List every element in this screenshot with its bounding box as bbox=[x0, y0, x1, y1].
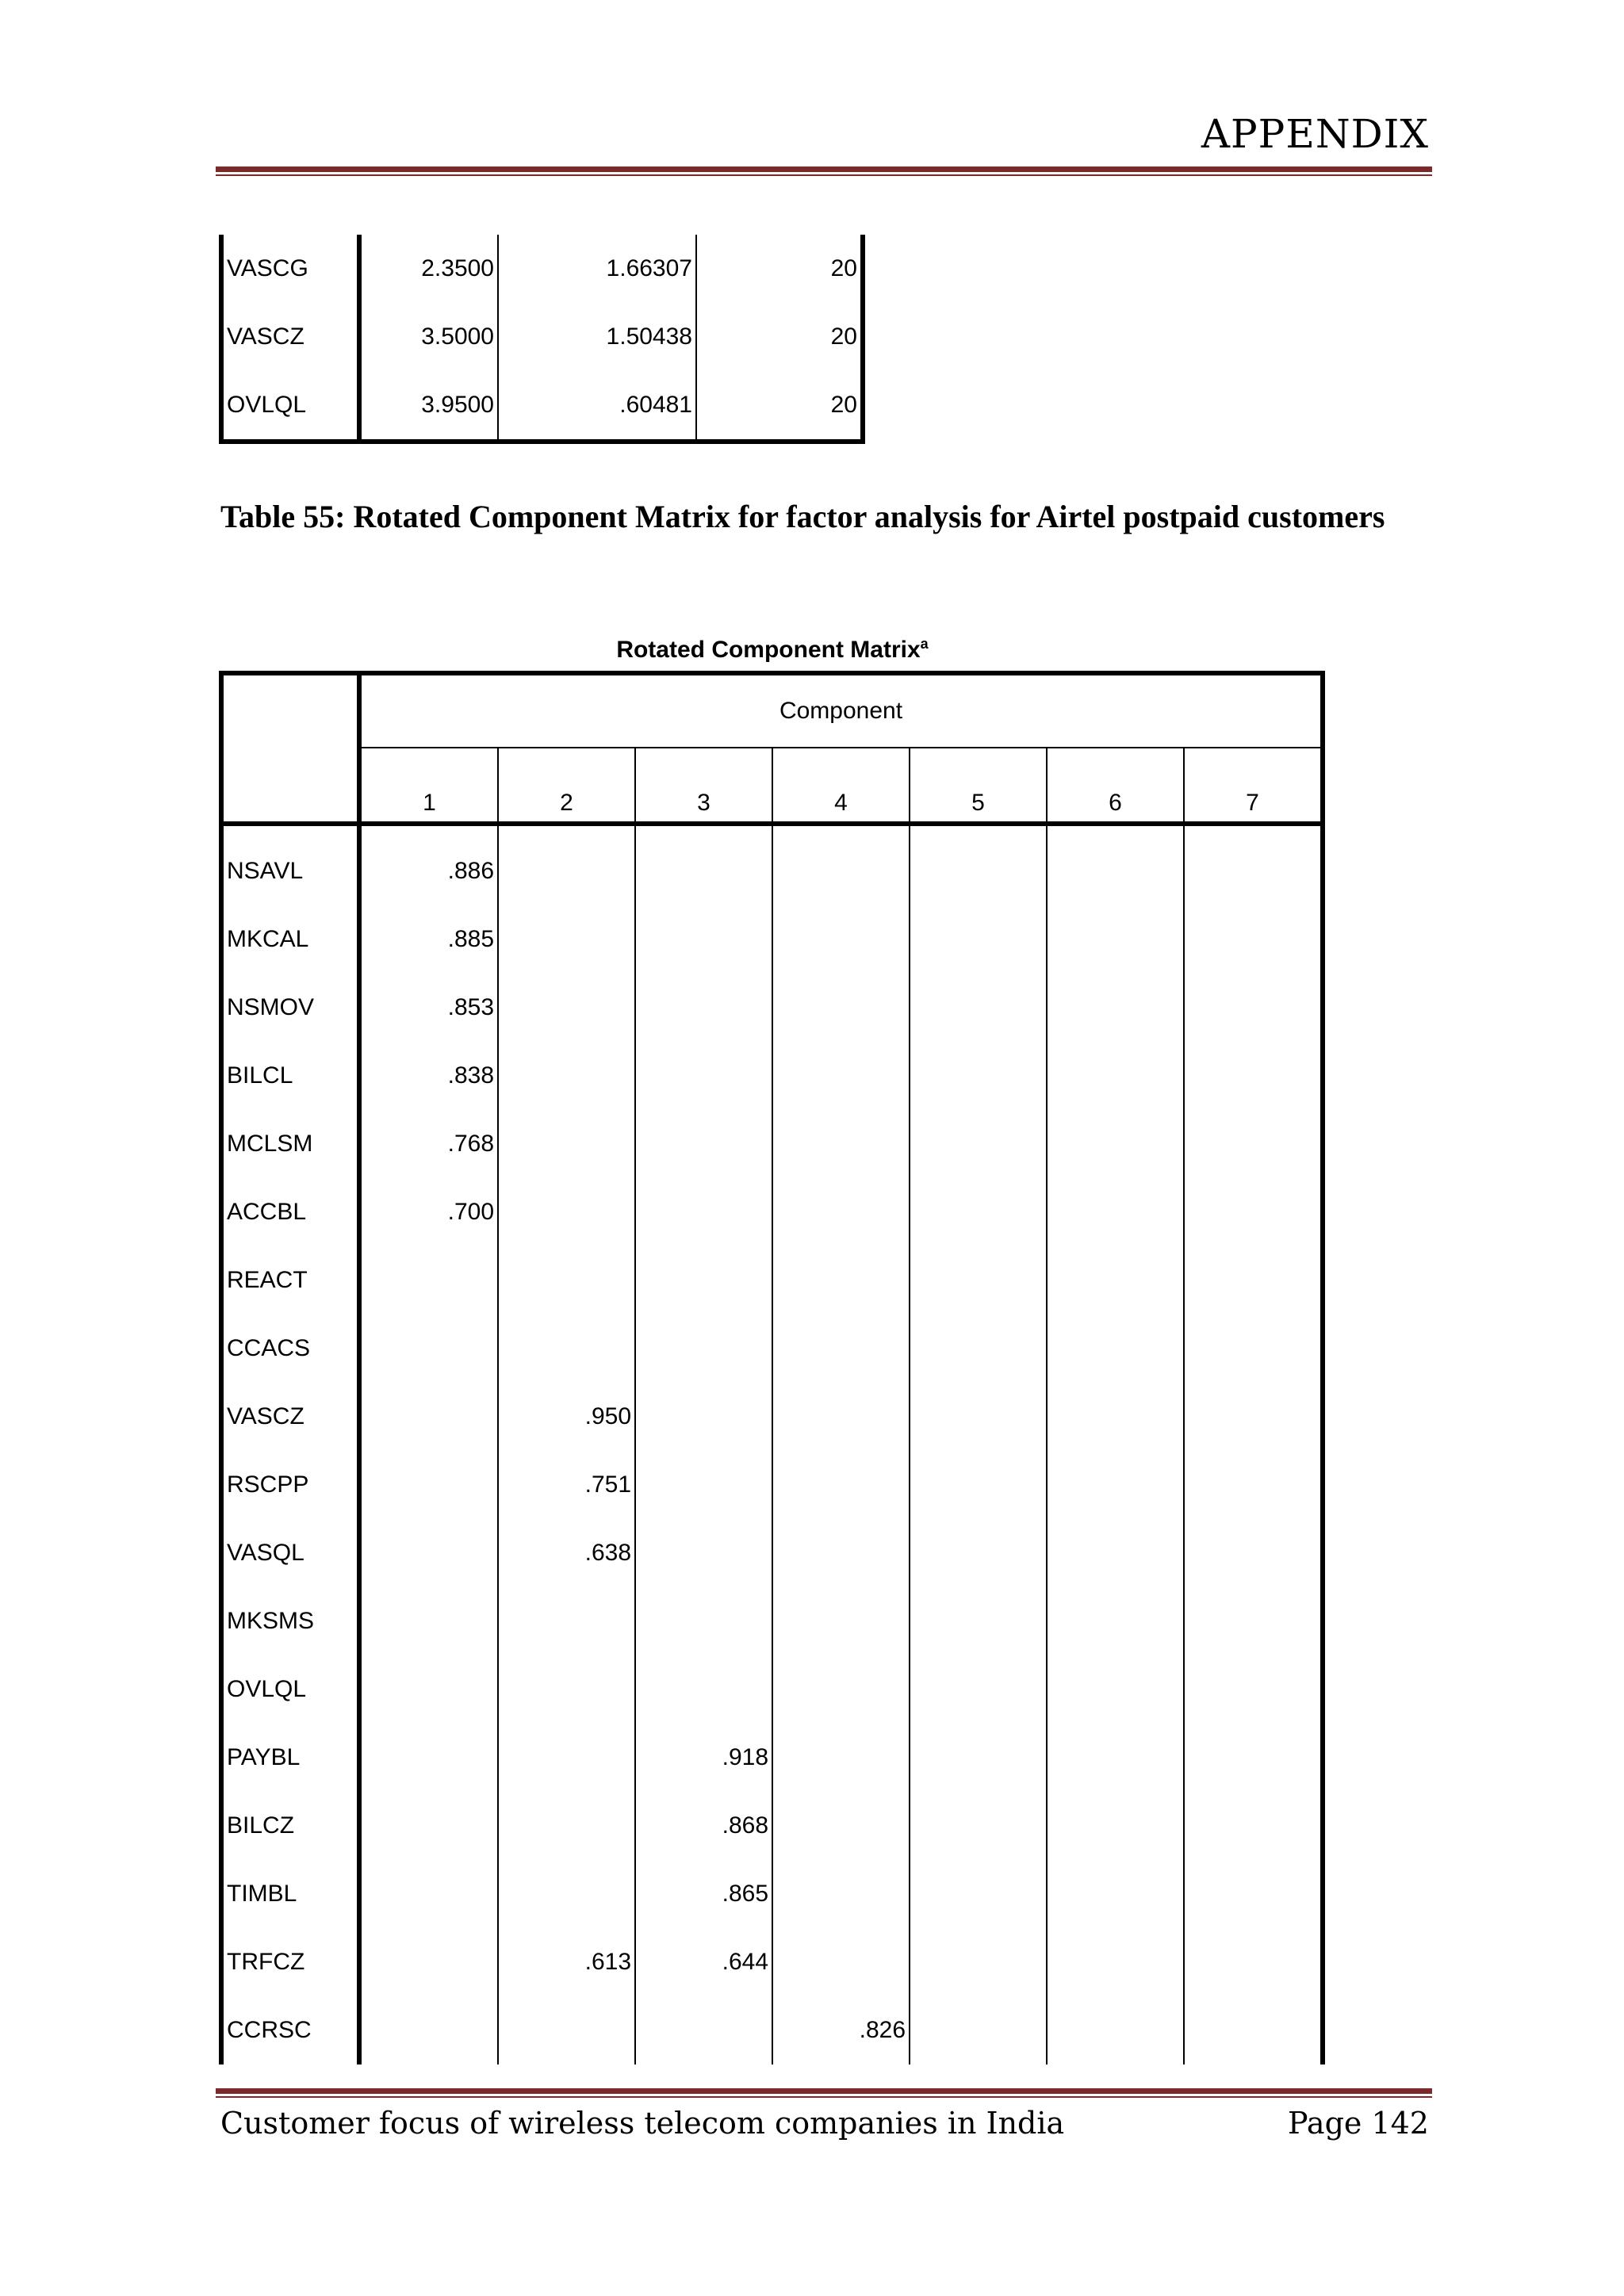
loading-cell bbox=[910, 905, 1047, 974]
loading-cell bbox=[910, 1451, 1047, 1519]
loading-cell bbox=[772, 1314, 910, 1383]
loading-cell bbox=[1184, 1042, 1323, 1110]
loading-cell bbox=[635, 1655, 772, 1724]
loading-cell bbox=[359, 1724, 498, 1792]
loading-cell bbox=[772, 974, 910, 1042]
loading-cell bbox=[359, 1519, 498, 1587]
loading-cell bbox=[359, 1928, 498, 1996]
component-column-header: 7 bbox=[1184, 748, 1323, 824]
loading-cell bbox=[498, 905, 635, 974]
loading-cell bbox=[1184, 1724, 1323, 1792]
loading-cell bbox=[498, 1996, 635, 2064]
loading-cell bbox=[1047, 1451, 1184, 1519]
loading-cell: .751 bbox=[498, 1451, 635, 1519]
loading-cell bbox=[1047, 1178, 1184, 1246]
row-label: CCACS bbox=[221, 1314, 359, 1383]
loading-cell bbox=[1184, 1792, 1323, 1860]
loading-cell bbox=[1047, 1110, 1184, 1178]
loading-cell bbox=[772, 1383, 910, 1451]
loading-cell bbox=[1047, 1246, 1184, 1314]
matrix-title-footnote-marker: a bbox=[920, 636, 929, 652]
loading-cell bbox=[635, 974, 772, 1042]
loading-cell bbox=[772, 1451, 910, 1519]
loading-cell bbox=[772, 1519, 910, 1587]
footer-document-title: Customer focus of wireless telecom companies in India bbox=[220, 2106, 1065, 2141]
loading-cell bbox=[498, 1042, 635, 1110]
loading-cell bbox=[635, 1246, 772, 1314]
loading-cell bbox=[1047, 1792, 1184, 1860]
table-row bbox=[221, 1792, 1323, 1860]
loading-cell bbox=[772, 1792, 910, 1860]
table-row bbox=[221, 824, 1323, 905]
row-label: PAYBL bbox=[221, 1724, 359, 1792]
loading-cell bbox=[635, 1996, 772, 2064]
loading-cell bbox=[910, 1042, 1047, 1110]
loading-cell bbox=[772, 1246, 910, 1314]
header-title: APPENDIX bbox=[1201, 111, 1429, 157]
loading-cell: .700 bbox=[359, 1178, 498, 1246]
table-row bbox=[221, 1655, 1323, 1724]
matrix-title-text: Rotated Component Matrix bbox=[616, 637, 921, 663]
loading-cell: .918 bbox=[635, 1724, 772, 1792]
loading-cell bbox=[910, 974, 1047, 1042]
table-cell: 20 bbox=[696, 303, 863, 371]
loading-cell bbox=[1047, 974, 1184, 1042]
loading-cell bbox=[910, 1792, 1047, 1860]
row-label: TIMBL bbox=[221, 1860, 359, 1928]
row-label: TRFCZ bbox=[221, 1928, 359, 1996]
row-label: RSCPP bbox=[221, 1451, 359, 1519]
loading-cell: .826 bbox=[772, 1996, 910, 2064]
loading-cell bbox=[1184, 905, 1323, 974]
component-column-header: 6 bbox=[1047, 748, 1184, 824]
loading-cell bbox=[1184, 1655, 1323, 1724]
row-label: NSMOV bbox=[221, 974, 359, 1042]
table-cell: 1.66307 bbox=[498, 235, 696, 303]
row-label: OVLQL bbox=[221, 1655, 359, 1724]
loading-cell bbox=[772, 1655, 910, 1724]
loading-cell bbox=[910, 1724, 1047, 1792]
loading-cell bbox=[1184, 1519, 1323, 1587]
row-label: BILCZ bbox=[221, 1792, 359, 1860]
loading-cell bbox=[635, 905, 772, 974]
loading-cell bbox=[772, 1110, 910, 1178]
loading-cell bbox=[1047, 1383, 1184, 1451]
loading-cell bbox=[772, 1860, 910, 1928]
row-label: MKCAL bbox=[221, 905, 359, 974]
loading-cell bbox=[772, 824, 910, 905]
table-cell: 20 bbox=[696, 371, 863, 442]
loading-cell bbox=[359, 1996, 498, 2064]
loading-cell bbox=[635, 1587, 772, 1655]
component-column-header: 5 bbox=[910, 748, 1047, 824]
table-row bbox=[221, 1042, 1323, 1110]
loading-cell bbox=[910, 1110, 1047, 1178]
loading-cell bbox=[635, 1110, 772, 1178]
loading-cell bbox=[359, 1246, 498, 1314]
loading-cell bbox=[910, 1996, 1047, 2064]
loading-cell bbox=[498, 1792, 635, 1860]
footer-rule bbox=[216, 2088, 1432, 2098]
loading-cell bbox=[910, 1519, 1047, 1587]
loading-cell bbox=[498, 1110, 635, 1178]
table-row bbox=[221, 1246, 1323, 1314]
row-label: REACT bbox=[221, 1246, 359, 1314]
loading-cell bbox=[772, 1724, 910, 1792]
loading-cell bbox=[772, 1042, 910, 1110]
row-label: MCLSM bbox=[221, 1110, 359, 1178]
loading-cell bbox=[1184, 974, 1323, 1042]
table-caption: Table 55: Rotated Component Matrix for factor analysis for Airtel postpaid customers bbox=[220, 499, 1385, 534]
loading-cell bbox=[1184, 1383, 1323, 1451]
loading-cell bbox=[910, 1314, 1047, 1383]
table-row bbox=[221, 905, 1323, 974]
loading-cell bbox=[359, 1314, 498, 1383]
loading-cell: .865 bbox=[635, 1860, 772, 1928]
loading-cell bbox=[1184, 1110, 1323, 1178]
loading-cell bbox=[772, 1178, 910, 1246]
component-column-header: 1 bbox=[359, 748, 498, 824]
row-label: MKSMS bbox=[221, 1587, 359, 1655]
loading-cell bbox=[910, 824, 1047, 905]
loading-cell bbox=[1047, 1860, 1184, 1928]
row-label: CCRSC bbox=[221, 1996, 359, 2064]
loading-cell bbox=[635, 1042, 772, 1110]
component-column-header: 2 bbox=[498, 748, 635, 824]
component-column-header: 4 bbox=[772, 748, 910, 824]
header-rule bbox=[216, 166, 1432, 176]
table-row bbox=[221, 1724, 1323, 1792]
loading-cell: .868 bbox=[635, 1792, 772, 1860]
table-cell: 3.5000 bbox=[359, 303, 498, 371]
loading-cell bbox=[359, 1587, 498, 1655]
component-column-header: 3 bbox=[635, 748, 772, 824]
loading-cell: .638 bbox=[498, 1519, 635, 1587]
loading-cell bbox=[772, 905, 910, 974]
loading-cell: .768 bbox=[359, 1110, 498, 1178]
loading-cell bbox=[910, 1587, 1047, 1655]
loading-cell: .613 bbox=[498, 1928, 635, 1996]
row-label: VASCG bbox=[221, 235, 359, 303]
loading-cell: .950 bbox=[498, 1383, 635, 1451]
loading-cell bbox=[1047, 1996, 1184, 2064]
footer-page-number: Page 142 bbox=[1288, 2106, 1429, 2141]
loading-cell bbox=[359, 1860, 498, 1928]
table-row bbox=[221, 1178, 1323, 1246]
loading-cell bbox=[772, 1587, 910, 1655]
matrix-title bbox=[219, 636, 1326, 664]
loading-cell bbox=[498, 1246, 635, 1314]
loading-cell bbox=[1184, 1860, 1323, 1928]
table-row bbox=[221, 1451, 1323, 1519]
loading-cell bbox=[1047, 824, 1184, 905]
loading-cell bbox=[498, 1860, 635, 1928]
loading-cell bbox=[1184, 1314, 1323, 1383]
matrix-corner-cell bbox=[221, 673, 359, 824]
loading-cell bbox=[635, 1383, 772, 1451]
table-cell: 3.9500 bbox=[359, 371, 498, 442]
loading-cell bbox=[1184, 1928, 1323, 1996]
loading-cell bbox=[910, 1655, 1047, 1724]
loading-cell bbox=[498, 1178, 635, 1246]
table-cell: 1.50438 bbox=[498, 303, 696, 371]
loading-cell bbox=[1047, 1519, 1184, 1587]
loading-cell bbox=[1047, 1724, 1184, 1792]
table-cell: 20 bbox=[696, 235, 863, 303]
loading-cell bbox=[498, 824, 635, 905]
component-header: Component bbox=[359, 673, 1323, 748]
table-row bbox=[221, 1860, 1323, 1928]
loading-cell bbox=[359, 1655, 498, 1724]
loading-cell bbox=[498, 1587, 635, 1655]
row-label: VASCZ bbox=[221, 1383, 359, 1451]
table-row bbox=[221, 1314, 1323, 1383]
table-row bbox=[221, 1587, 1323, 1655]
table-row bbox=[221, 1519, 1323, 1587]
row-label: NSAVL bbox=[221, 824, 359, 905]
table-row bbox=[221, 1110, 1323, 1178]
loading-cell bbox=[359, 1383, 498, 1451]
table-row bbox=[221, 235, 863, 303]
loading-cell bbox=[1047, 1314, 1184, 1383]
loading-cell bbox=[498, 1724, 635, 1792]
loading-cell bbox=[910, 1383, 1047, 1451]
loading-cell bbox=[1184, 824, 1323, 905]
loading-cell bbox=[359, 1792, 498, 1860]
loading-cell bbox=[359, 1451, 498, 1519]
loading-cell bbox=[1184, 1451, 1323, 1519]
row-label: VASCZ bbox=[221, 303, 359, 371]
row-label: ACCBL bbox=[221, 1178, 359, 1246]
loading-cell: .853 bbox=[359, 974, 498, 1042]
loading-cell bbox=[635, 1314, 772, 1383]
table-row bbox=[221, 1928, 1323, 1996]
loading-cell bbox=[635, 1451, 772, 1519]
loading-cell bbox=[635, 1178, 772, 1246]
table-cell: .60481 bbox=[498, 371, 696, 442]
loading-cell bbox=[635, 1519, 772, 1587]
loading-cell: .838 bbox=[359, 1042, 498, 1110]
table-row bbox=[221, 974, 1323, 1042]
loading-cell bbox=[1184, 1246, 1323, 1314]
loading-cell bbox=[1047, 905, 1184, 974]
loading-cell bbox=[498, 974, 635, 1042]
loading-cell bbox=[1184, 1178, 1323, 1246]
loading-cell bbox=[1047, 1587, 1184, 1655]
loading-cell bbox=[1184, 1587, 1323, 1655]
descriptive-stats-table-continuation bbox=[219, 235, 865, 444]
loading-cell bbox=[1184, 1996, 1323, 2064]
loading-cell bbox=[910, 1928, 1047, 1996]
loading-cell: .886 bbox=[359, 824, 498, 905]
row-label: OVLQL bbox=[221, 371, 359, 442]
loading-cell bbox=[1047, 1655, 1184, 1724]
table-row bbox=[221, 1383, 1323, 1451]
table-row bbox=[221, 371, 863, 442]
table-cell: 2.3500 bbox=[359, 235, 498, 303]
table-row bbox=[221, 1996, 1323, 2064]
loading-cell bbox=[1047, 1042, 1184, 1110]
loading-cell bbox=[498, 1314, 635, 1383]
rotated-component-matrix bbox=[219, 671, 1325, 2064]
loading-cell bbox=[910, 1178, 1047, 1246]
loading-cell bbox=[910, 1246, 1047, 1314]
table-row bbox=[221, 303, 863, 371]
loading-cell bbox=[772, 1928, 910, 1996]
loading-cell bbox=[635, 824, 772, 905]
loading-cell: .644 bbox=[635, 1928, 772, 1996]
row-label: BILCL bbox=[221, 1042, 359, 1110]
loading-cell bbox=[498, 1655, 635, 1724]
loading-cell bbox=[1047, 1928, 1184, 1996]
loading-cell: .885 bbox=[359, 905, 498, 974]
loading-cell bbox=[910, 1860, 1047, 1928]
row-label: VASQL bbox=[221, 1519, 359, 1587]
